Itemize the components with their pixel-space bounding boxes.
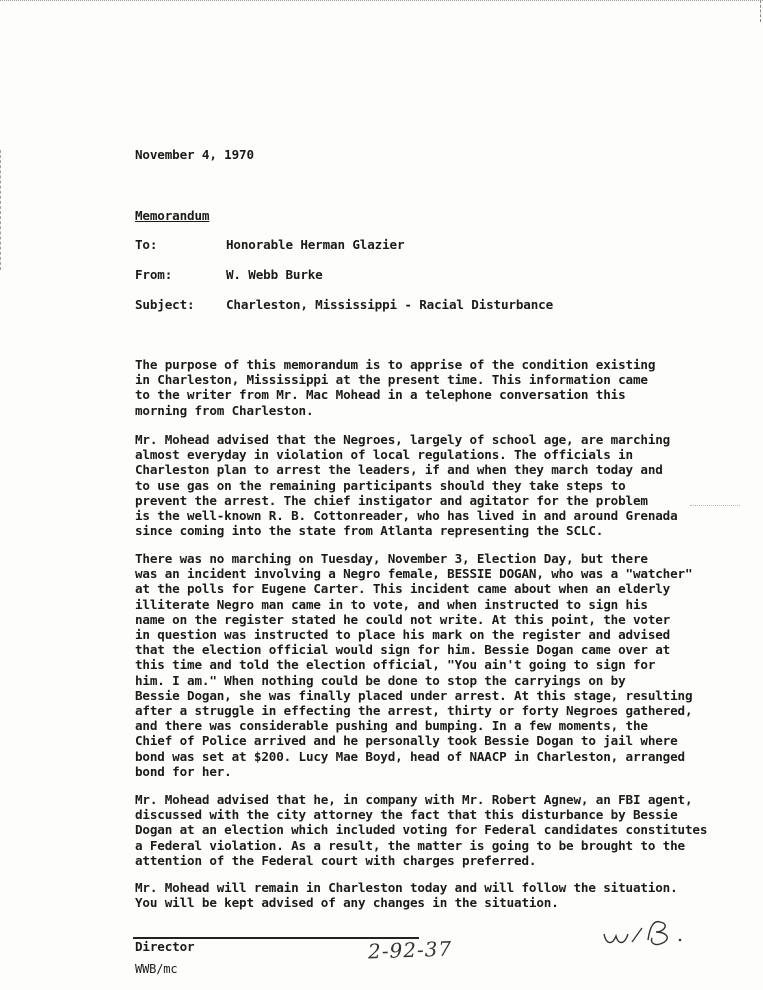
memo-title: Memorandum [135,208,210,223]
body-paragraph-5: Mr. Mohead will remain in Charleston today and will follow the situation. You will be kept advised of any changes in the situation. [135,880,678,911]
to-value: Honorable Herman Glazier [226,237,405,252]
typist-initials: WWB/mc [135,962,178,976]
handwritten-file-number: 2-92-37 [367,936,453,964]
subject-label: Subject: [135,297,195,312]
subject-value: Charleston, Mississippi - Racial Disturbance [226,297,554,312]
body-paragraph-4: Mr. Mohead advised that he, in company with Mr. Robert Agnew, an FBI agent, discussed with the city attorney the fact that this disturbance by Bessie Dogan at an election which included voting for Federal candidates constitutes a Federal violation. As a result, the matter is going to be brought to the attention of the Federal court with charges preferred. [135,792,708,868]
to-label: To: [135,237,158,252]
cc-director: Director [135,939,195,954]
from-value: W. Webb Burke [226,267,323,282]
scan-edge-right [759,0,761,22]
body-paragraph-2: Mr. Mohead advised that the Negroes, largely of school age, are marching almost everyday in violation of local regulations. The officials in Charleston plan to arrest the leaders, if and when they march today and to use gas on the remaining participants should they take steps to prevent the arrest. The chief instigator and agitator for the problem is the well-known R. B. Cottonreader, who has lived in and around Grenada since coming into the state from Atlanta representing the SCLC. [135,432,678,539]
scan-artifact [690,505,740,508]
handwritten-signature [598,912,708,958]
memo-date: November 4, 1970 [135,147,254,162]
scan-edge-left [0,150,3,270]
body-paragraph-1: The purpose of this memorandum is to apprise of the condition existing in Charleston, Mississippi at the present time. This information came to the writer from Mr. Mac Mohead in a telephone conversation this morning from Charleston. [135,357,656,418]
from-label: From: [135,267,173,282]
body-paragraph-3: There was no marching on Tuesday, November 3, Election Day, but there was an incident involving a Negro female, BESSIE DOGAN, who was a "watcher" at the polls for Eugene Carter. This incident came about when an elderly illiterate Negro man came in to vote, and when instructed to sign his name on the register stated he could not write. At this point, the voter in question was instructed to place his mark on the register and advised that the election official would sign for him. Bessie Dogan came over at this time and told the election official, "You ain't going to sign for him. I am." When nothing could be done to stop the carryings on by Bessie Dogan, she was finally placed under arrest. At this stage, resulting after a struggle in effecting the arrest, thirty or forty Negroes gathered, and there was considerable pushing and bumping. In a few moments, the Chief of Police arrived and he personally took Bessie Dogan to jail where bond was set at $200. Lucy Mae Boyd, head of NAACP in Charleston, arranged bond for her. [135,551,693,779]
scan-edge-top [0,0,763,8]
